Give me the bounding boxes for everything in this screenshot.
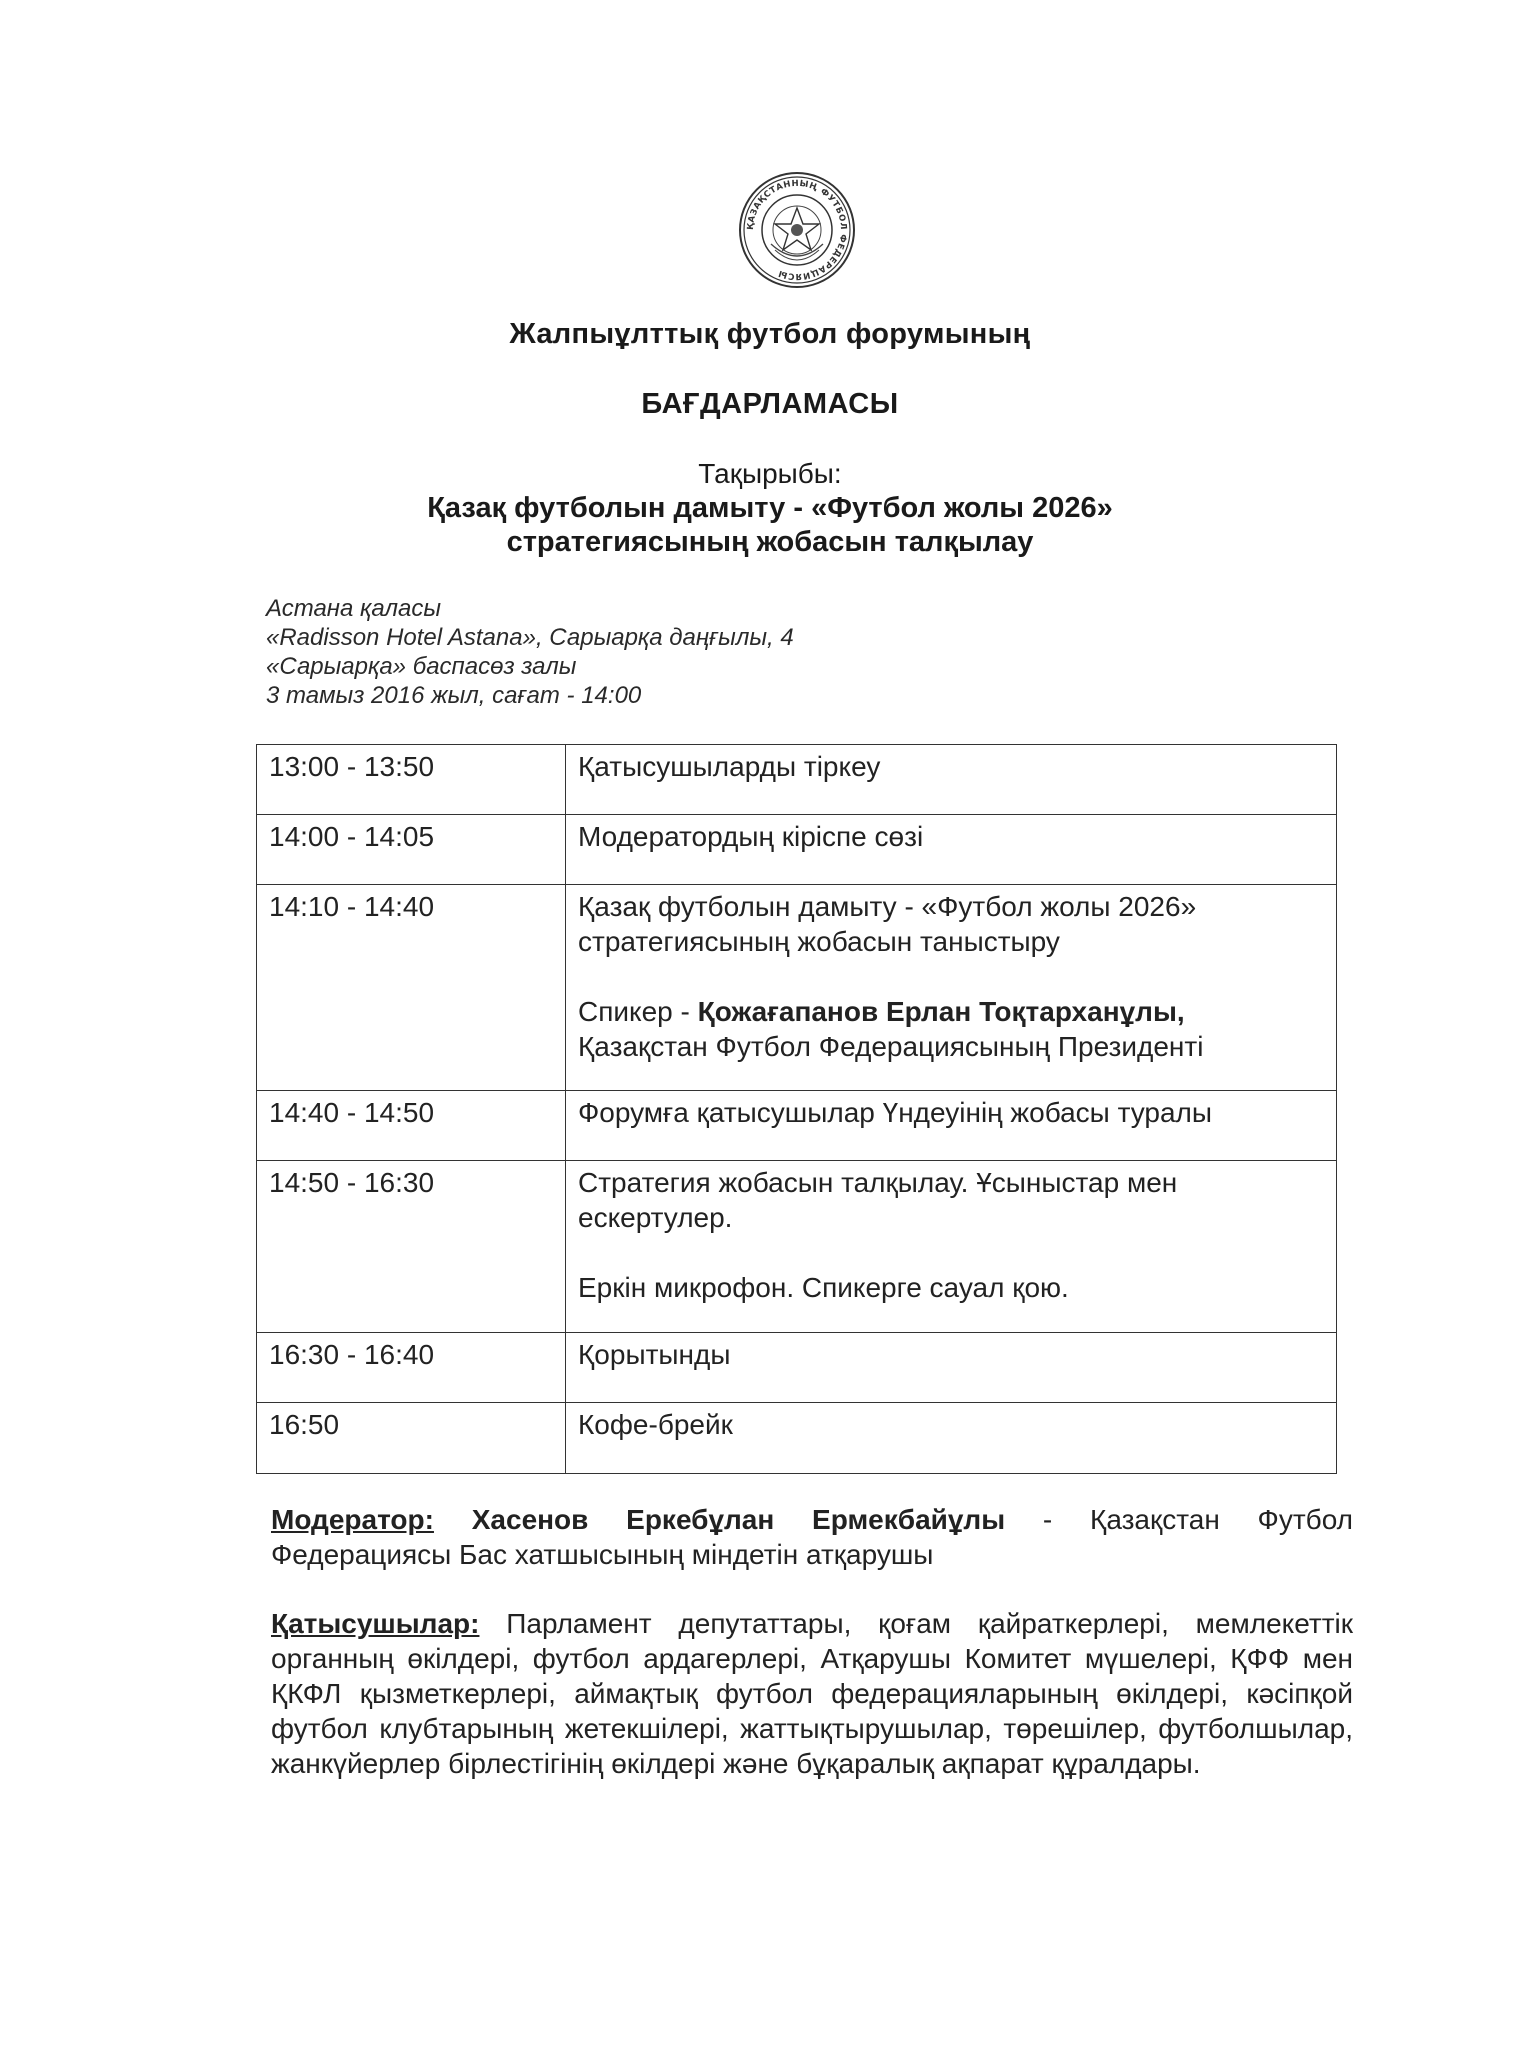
schedule-desc: Қорытынды: [566, 1333, 1337, 1403]
table-row: [257, 1333, 1337, 1403]
speaker-name: Қожағапанов Ерлан Тоқтарханұлы,: [697, 996, 1185, 1027]
emblem-ring-text: ҚАЗАҚСТАННЫҢ ФУТБОЛ ФЕДЕРАЦИЯСЫ: [745, 178, 849, 282]
venue-date: 3 тамыз 2016 жыл, сағат - 14:00: [266, 682, 642, 709]
moderator-label: Модератор:: [271, 1504, 434, 1535]
federation-emblem-icon: [737, 170, 857, 290]
forum-title: Жалпыұлттық футбол форумының: [509, 318, 1031, 350]
moderator-paragraph: [271, 1502, 1353, 1572]
moderator-role: - Қазақстан Футбол Федерациясы Бас хатшысының міндетін атқарушы: [271, 1504, 1353, 1570]
schedule-time: 14:00 - 14:05: [257, 815, 566, 885]
table-row: [257, 885, 1337, 1091]
speaker-role: Қазақстан Футбол Федерациясының Президенті: [578, 1031, 1204, 1062]
schedule-desc: [566, 885, 1337, 1091]
schedule-time: 13:00 - 13:50: [257, 745, 566, 815]
schedule-desc: Кофе-брейк: [566, 1403, 1337, 1474]
participants-label: Қатысушылар:: [271, 1608, 480, 1639]
venue-hotel: «Radisson Hotel Astana», Сарыарқа даңғылы, 4: [266, 624, 794, 651]
schedule-desc: Модератордың кіріспе сөзі: [566, 815, 1337, 885]
schedule-time: 14:10 - 14:40: [257, 885, 566, 1091]
program-heading: БАҒДАРЛАМАСЫ: [641, 388, 899, 420]
venue-details: [266, 594, 794, 710]
schedule-time: 14:40 - 14:50: [257, 1091, 566, 1161]
schedule-time: 16:50: [257, 1403, 566, 1474]
schedule-desc: Қатысушыларды тіркеу: [566, 745, 1337, 815]
topic-line-2: стратегиясының жобасын талқылау: [506, 526, 1034, 558]
participants-paragraph: [271, 1606, 1353, 1781]
schedule-desc: [566, 1161, 1337, 1333]
schedule-desc-line-1: Стратегия жобасын талқылау. Ұсыныстар мен: [578, 1167, 1178, 1198]
table-row: [257, 745, 1337, 815]
schedule-table: [256, 744, 1337, 1474]
venue-hall: «Сарыарқа» баспасөз залы: [266, 653, 577, 680]
topic-label: Тақырыбы:: [698, 458, 842, 489]
schedule-desc-line-2: ескертулер.: [578, 1202, 733, 1233]
moderator-name: Хасенов Еркебұлан Ермекбайұлы: [471, 1504, 1006, 1535]
schedule-desc-extra: Еркін микрофон. Спикерге сауал қою.: [578, 1272, 1069, 1303]
schedule-time: 14:50 - 16:30: [257, 1161, 566, 1333]
schedule-desc-line-1: Қазақ футболын дамыту - «Футбол жолы 2026»: [578, 891, 1197, 922]
schedule-desc-line-2: стратегиясының жобасын таныстыру: [578, 926, 1060, 957]
table-row: [257, 1091, 1337, 1161]
schedule-desc: Форумға қатысушылар Үндеуінің жобасы туралы: [566, 1091, 1337, 1161]
participants-text: Парламент депутаттары, қоғам қайраткерлері, мемлекеттік органның өкілдері, футбол ардагерлері, Атқарушы Комитет мүшелері, ҚФФ мен ҚКФЛ қызметкерлері, аймақтық футбол федерацияларының өкілдері, кәсіпқой футбол клубтарының жетекшілері, жаттықтырушылар, төрешілер, футболшылар, жанкүйерлер бірлестігінің өкілдері және бұқаралық ақпарат құралдары.: [271, 1608, 1353, 1779]
schedule-time: 16:30 - 16:40: [257, 1333, 566, 1403]
topic-line-1: Қазақ футболын дамыту - «Футбол жолы 2026»: [427, 492, 1113, 524]
speaker-prefix: Спикер -: [578, 996, 698, 1027]
table-row: [257, 1403, 1337, 1474]
table-row: [257, 815, 1337, 885]
table-row: [257, 1161, 1337, 1333]
venue-city: Астана қаласы: [266, 595, 441, 622]
